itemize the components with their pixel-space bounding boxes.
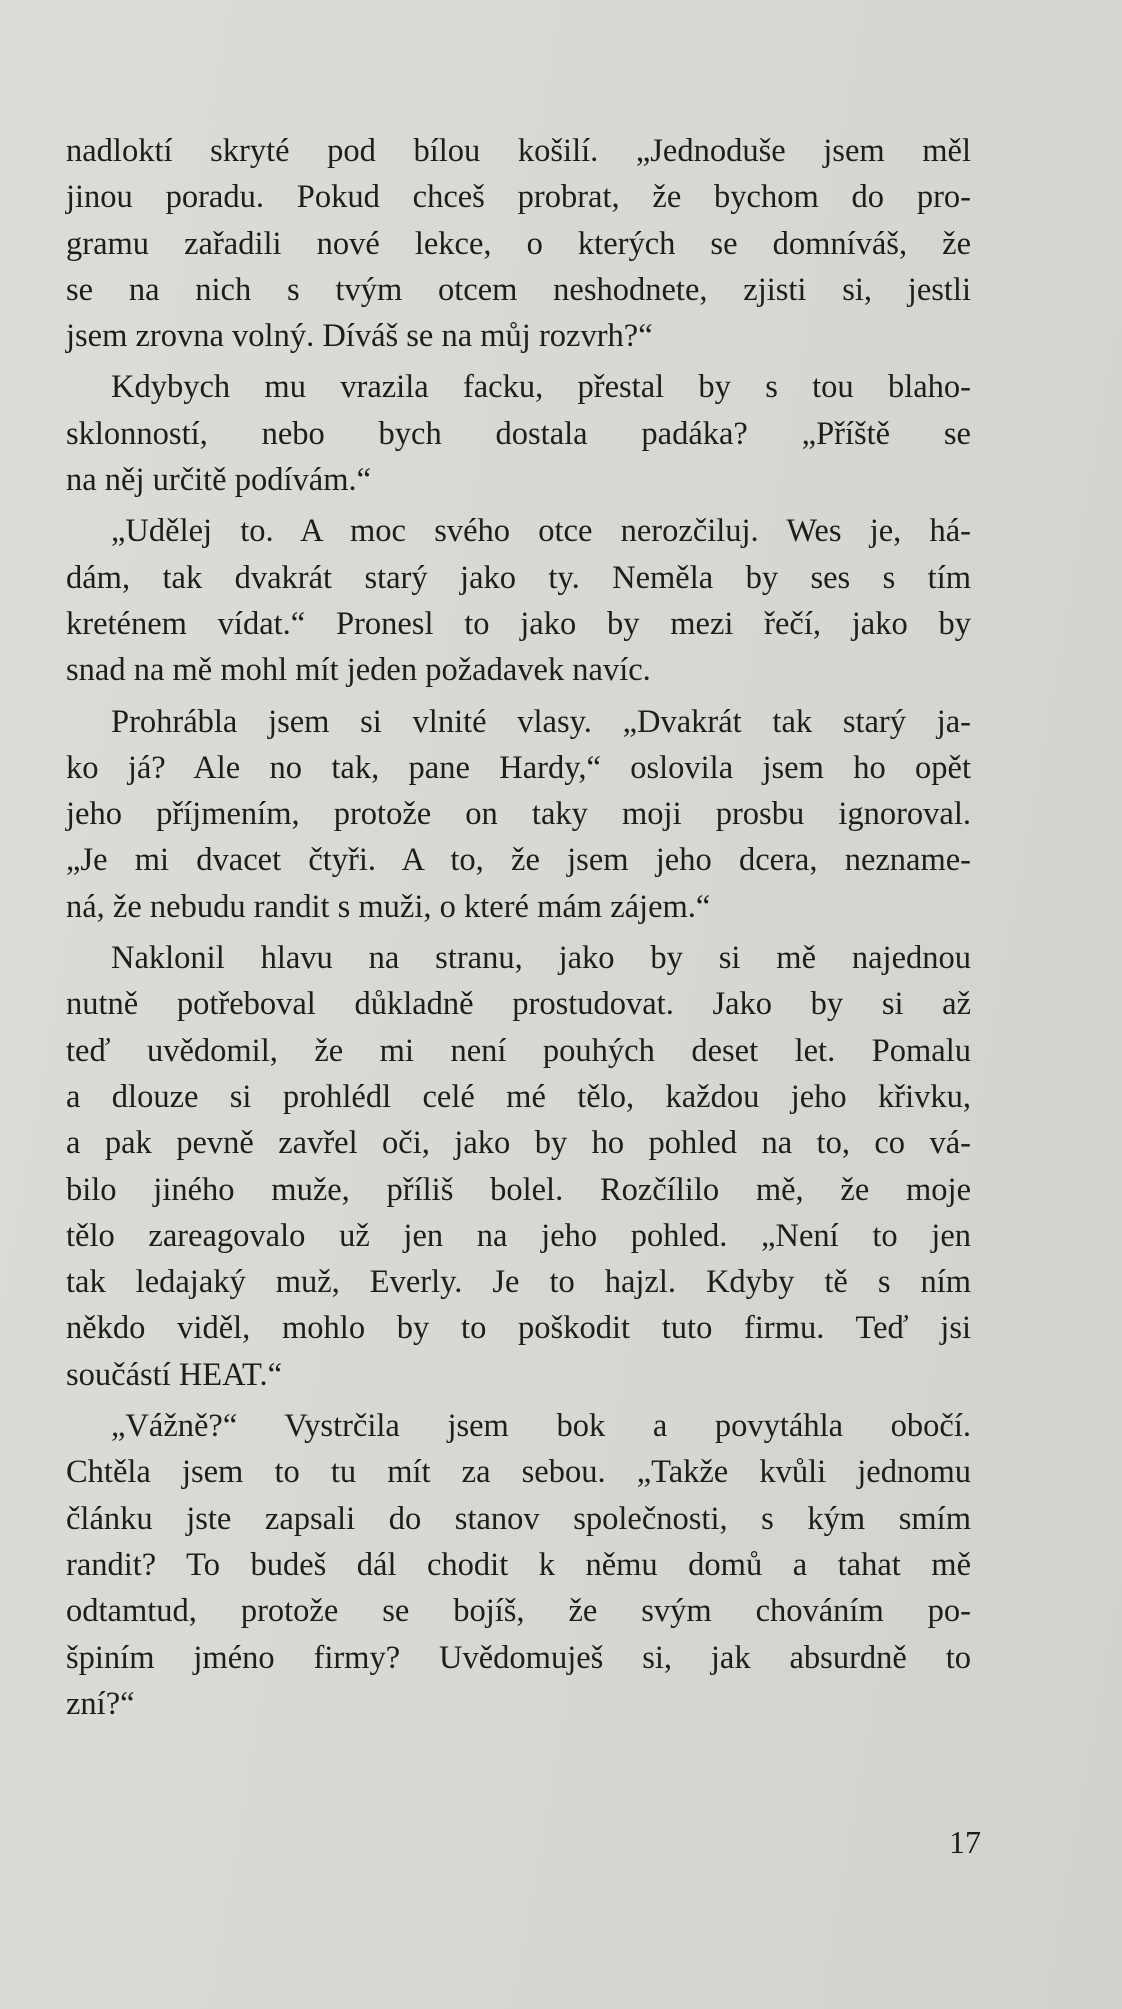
text-line: Chtěla jsem to tu mít za sebou. „Takže kvůli jednomu bbox=[66, 1454, 971, 1491]
text-line: a dlouze si prohlédl celé mé tělo, každou jeho křivku, bbox=[66, 1078, 971, 1115]
text-line: ná, že nebudu randit s muži, o které mám zájem.“ bbox=[66, 888, 711, 925]
paragraph bbox=[66, 699, 971, 930]
text-line: jinou poradu. Pokud chceš probrat, že bychom do pro- bbox=[66, 179, 971, 216]
text-line: odtamtud, protože se bojíš, že svým chováním po- bbox=[66, 1593, 971, 1630]
text-line: gramu zařadili nové lekce, o kterých se domníváš, že bbox=[66, 225, 971, 262]
text-line: teď uvědomil, že mi není pouhých deset let. Pomalu bbox=[66, 1032, 971, 1069]
text-line: tělo zareagovalo už jen na jeho pohled. „Není to jen bbox=[66, 1217, 971, 1254]
text-line: nutně potřeboval důkladně prostudovat. Jako by si až bbox=[66, 986, 971, 1023]
text-line: jeho příjmením, protože on taky moji prosbu ignoroval. bbox=[66, 796, 971, 833]
text-line: sklonností, nebo bych dostala padáka? „Příště se bbox=[66, 415, 971, 452]
paragraph bbox=[66, 364, 971, 503]
paragraph bbox=[66, 508, 971, 693]
text-line: Prohrábla jsem si vlnité vlasy. „Dvakrát tak starý ja- bbox=[111, 703, 971, 740]
text-line: „Udělej to. A moc svého otce nerozčiluj. Wes je, há- bbox=[111, 513, 971, 550]
text-line: kreténem vídat.“ Pronesl to jako by mezi řečí, jako by bbox=[66, 605, 971, 642]
text-line: randit? To budeš dál chodit k němu domů a tahat mě bbox=[66, 1546, 971, 1583]
text-line: jsem zrovna volný. Díváš se na můj rozvrh?“ bbox=[66, 318, 653, 355]
text-line: tak ledajaký muž, Everly. Je to hajzl. Kdyby tě s ním bbox=[66, 1264, 971, 1301]
text-line: „Vážně?“ Vystrčila jsem bok a povytáhla obočí. bbox=[111, 1408, 971, 1445]
text-line: na něj určitě podívám.“ bbox=[66, 462, 372, 499]
text-line: Kdybych mu vrazila facku, přestal by s tou blaho- bbox=[111, 369, 971, 406]
text-line: snad na mě mohl mít jeden požadavek navíc. bbox=[66, 652, 651, 689]
text-line: „Je mi dvacet čtyři. A to, že jsem jeho dcera, neznamе- bbox=[66, 842, 971, 879]
text-line: někdo viděl, mohlo by to poškodit tuto firmu. Teď jsi bbox=[66, 1310, 971, 1347]
paragraph bbox=[66, 128, 971, 359]
text-line: součástí HEAT.“ bbox=[66, 1356, 283, 1393]
text-line: Naklonil hlavu na stranu, jako by si mě najednou bbox=[111, 940, 971, 977]
text-line: článku jste zapsali do stanov společnosti, s kým smím bbox=[66, 1500, 971, 1537]
text-line: bilo jiného muže, příliš bolel. Rozčílilo mě, že moje bbox=[66, 1171, 971, 1208]
text-line: ko já? Ale no tak, pane Hardy,“ oslovila jsem ho opět bbox=[66, 749, 971, 786]
text-line: nadloktí skryté pod bílou košilí. „Jednoduše jsem měl bbox=[66, 133, 971, 169]
text-line: špiním jméno firmy? Uvědomuješ si, jak absurdně to bbox=[66, 1639, 971, 1676]
paragraph bbox=[66, 1403, 971, 1727]
text-line: se na nich s tvým otcem neshodnete, zjisti si, jestli bbox=[66, 271, 971, 308]
text-line: a pak pevně zavřel oči, jako by ho pohled na to, co vá- bbox=[66, 1125, 971, 1162]
body-text bbox=[66, 128, 971, 1732]
page-number: 17 bbox=[949, 1824, 981, 1860]
paragraph bbox=[66, 935, 971, 1398]
text-line: dám, tak dvakrát starý jako ty. Neměla by ses s tím bbox=[66, 559, 971, 596]
text-line: zní?“ bbox=[66, 1685, 135, 1722]
